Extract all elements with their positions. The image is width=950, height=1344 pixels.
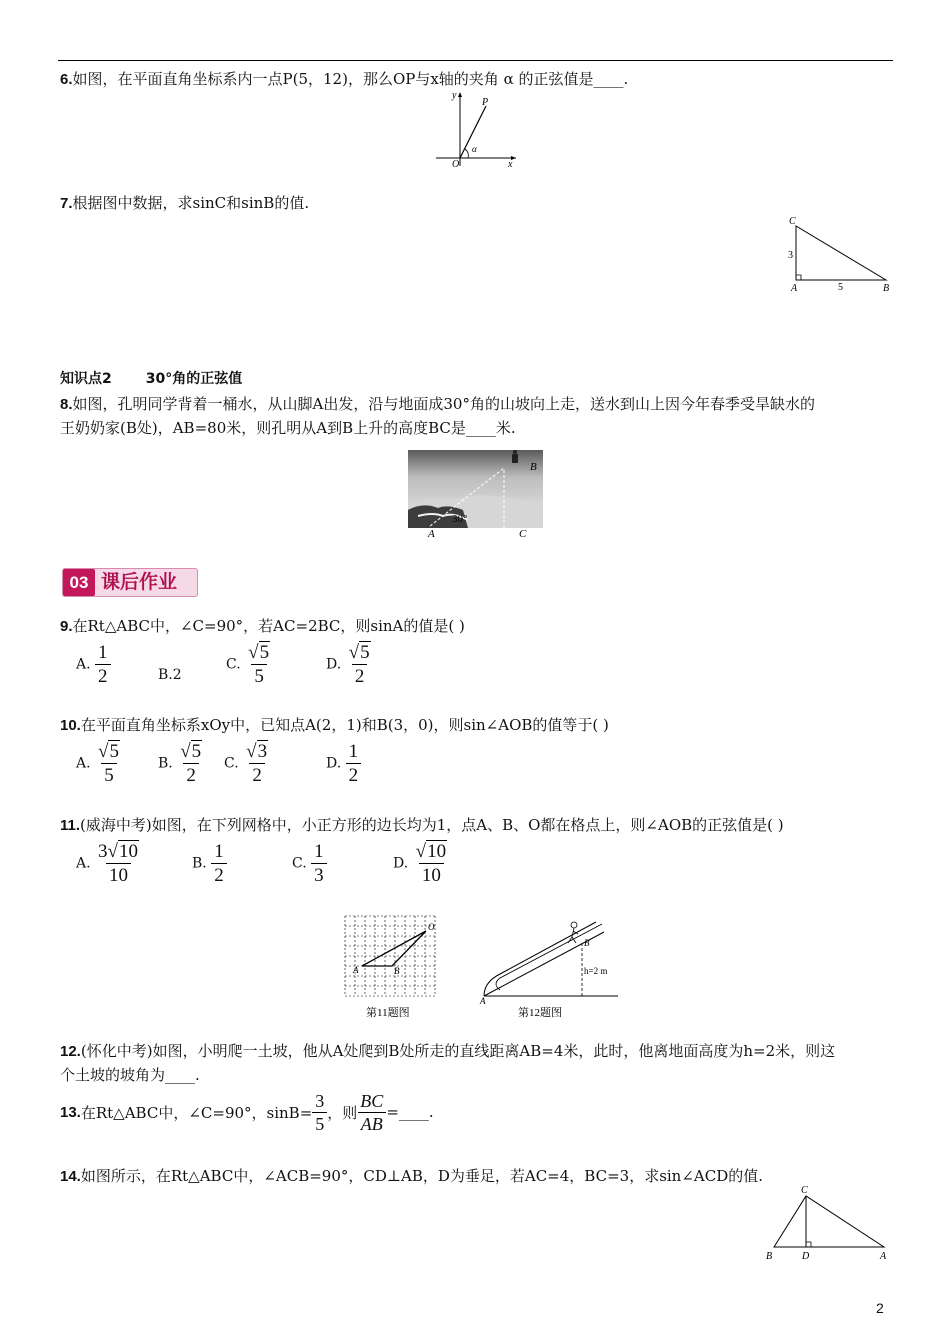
- kp-label: 知识点2: [60, 371, 112, 387]
- question-text: (威海中考)如图，在下列网格中，小正方形的边长均为1，点A、B、O都在格点上，则∠AOB的正弦值是( ): [80, 816, 784, 834]
- figure-q8-slope-photo: [408, 450, 543, 540]
- question-text: (怀化中考)如图，小明爬一土坡，他从A处爬到B处所走的直线距离AB=4米，此时，他离地面高度为h=2米，则这: [80, 1042, 836, 1060]
- figure-q12-slope: [478, 912, 628, 1024]
- q11-option-d[interactable]: D. $\frac{√10}{10}$: [393, 841, 447, 886]
- fig7-side-3: 3: [788, 250, 793, 261]
- question-text: 王奶奶家(B处)，AB=80米，则孔明从A到B上升的高度BC是____米.: [60, 419, 516, 437]
- question-12-line-1: [60, 1040, 835, 1061]
- fig14-label-d: D: [802, 1251, 810, 1262]
- question-number: 14.: [60, 1168, 81, 1185]
- question-12-line-2: [60, 1064, 200, 1085]
- fig6-label-p: P: [482, 97, 489, 108]
- question-text-pre: 在Rt△ABC中，∠C=90°，sinB=: [80, 1103, 313, 1122]
- q9-option-c[interactable]: C. $\frac{√5}{5}$: [226, 642, 270, 687]
- option-letter: A.: [76, 656, 91, 673]
- question-14: [60, 1165, 763, 1186]
- option-text: B.2: [158, 667, 182, 683]
- option-letter: D.: [326, 656, 342, 673]
- fig7-label-a: A: [791, 283, 798, 294]
- coefficient: 3: [98, 841, 108, 862]
- q11-option-c[interactable]: [292, 842, 327, 885]
- radicand: 5: [360, 642, 370, 663]
- kp-title: 30°角的正弦值: [145, 371, 243, 387]
- numerator: 1: [214, 841, 224, 862]
- section-number: 03: [63, 569, 95, 596]
- q10-option-c[interactable]: C. $\frac{√3}{2}$: [224, 741, 268, 786]
- radicand: 5: [259, 642, 270, 663]
- fig8-label-b: B: [530, 461, 537, 473]
- option-letter: C.: [292, 855, 307, 872]
- fig12-caption: 第12题图: [518, 1007, 562, 1019]
- q10-option-b[interactable]: B. $\frac{√5}{2}$: [158, 741, 202, 786]
- question-text: 如图，孔明同学背着一桶水，从山脚A出发，沿与地面成30°角的山坡向上走，送水到山上因今年春季受旱缺水的: [72, 395, 815, 413]
- question-7: [60, 192, 309, 213]
- fig11-label-o: O: [428, 922, 435, 932]
- page-number: 2: [876, 1300, 884, 1316]
- fig6-label-alpha: α: [472, 144, 477, 154]
- figure-q7-triangle: [785, 212, 895, 296]
- question-text: 根据图中数据，求sinC和sinB的值.: [72, 194, 310, 212]
- radicand: 5: [191, 741, 202, 762]
- fig8-label-a: A: [428, 528, 435, 540]
- q10-option-a[interactable]: A. $\frac{√5}{5}$: [76, 741, 119, 786]
- fig7-side-5: 5: [838, 282, 843, 293]
- fig6-label-o: O: [452, 159, 460, 168]
- fig8-angle-label: 30°: [452, 513, 468, 525]
- q9-option-a[interactable]: [76, 643, 111, 686]
- q10-option-d[interactable]: [326, 742, 361, 785]
- denominator: 2: [352, 664, 368, 686]
- option-letter: B.: [158, 755, 173, 772]
- option-letter: A.: [76, 755, 91, 772]
- fig14-label-b: B: [766, 1251, 773, 1262]
- question-text: 在Rt△ABC中，∠C=90°，若AC=2BC，则sinA的值是( ): [72, 617, 465, 635]
- question-10: [60, 714, 609, 735]
- question-number: 6.: [60, 71, 73, 88]
- question-number: 10.: [60, 717, 81, 734]
- fig11-label-a: A: [353, 965, 359, 975]
- figure-q14-triangle: [760, 1182, 895, 1266]
- section-badge-homework: [62, 568, 198, 597]
- question-8-line-1: [60, 393, 815, 414]
- numerator: 1: [314, 841, 324, 862]
- top-rule: [58, 60, 893, 61]
- question-text-post: =____.: [386, 1103, 434, 1121]
- question-number: 8.: [60, 396, 73, 413]
- fig12-label-b: B: [584, 938, 590, 948]
- question-13: [60, 1088, 434, 1136]
- q9-option-d[interactable]: D. $\frac{√5}{2}$: [326, 642, 370, 687]
- denominator: 2: [211, 863, 227, 885]
- radicand: 5: [109, 741, 119, 762]
- denominator: 10: [419, 863, 444, 885]
- fig11-caption: 第11题图: [366, 1007, 410, 1019]
- numerator: 3: [315, 1090, 325, 1111]
- fig12-label-h: h=2 m: [584, 966, 608, 976]
- denominator: 5: [312, 1112, 327, 1133]
- radicand: 3: [257, 741, 268, 762]
- question-number: 13.: [60, 1103, 81, 1121]
- question-number: 11.: [60, 817, 81, 834]
- fig7-label-c: C: [789, 216, 796, 227]
- denominator: 5: [101, 763, 117, 785]
- fig12-label-a: A: [480, 996, 486, 1006]
- denominator: 2: [346, 763, 362, 785]
- question-number: 9.: [60, 618, 73, 635]
- figure-q6-axes: [432, 88, 522, 168]
- fig14-label-a: A: [880, 1251, 887, 1262]
- fig7-label-b: B: [883, 283, 890, 294]
- question-8-line-2: [60, 417, 516, 438]
- fig14-label-c: C: [801, 1185, 808, 1196]
- denominator: 10: [106, 863, 131, 885]
- knowledge-point-2: [60, 368, 242, 388]
- radicand: 10: [118, 841, 138, 862]
- option-letter: C.: [224, 755, 239, 772]
- numerator: BC: [360, 1090, 384, 1111]
- fig11-label-b: B: [394, 966, 400, 976]
- question-6: [60, 68, 628, 89]
- fig8-label-c: C: [519, 528, 527, 540]
- question-11: [60, 814, 784, 835]
- denominator: 2: [183, 763, 199, 785]
- option-letter: D.: [393, 855, 409, 872]
- question-number: 7.: [60, 195, 73, 212]
- denominator: 2: [249, 763, 265, 785]
- fig6-label-x: x: [508, 159, 513, 168]
- section-title: 课后作业: [101, 571, 178, 593]
- numerator: 1: [348, 741, 359, 762]
- option-letter: D.: [326, 755, 342, 772]
- question-text: 如图，在平面直角坐标系内一点P(5，12)，那么OP与x轴的夹角 α 的正弦值是____.: [72, 70, 629, 88]
- denominator: 5: [251, 664, 267, 686]
- fig6-label-y: y: [452, 90, 457, 101]
- question-text-mid: ，则: [327, 1103, 358, 1122]
- question-9: [60, 615, 465, 636]
- option-letter: C.: [226, 656, 241, 673]
- denominator: AB: [358, 1112, 386, 1133]
- question-number: 12.: [60, 1043, 81, 1060]
- q11-option-b[interactable]: [192, 842, 227, 885]
- question-text: 在平面直角坐标系xOy中，已知点A(2，1)和B(3，0)，则sin∠AOB的值等于( ): [80, 716, 609, 734]
- denominator: 2: [95, 664, 111, 686]
- numerator: 1: [98, 642, 108, 663]
- question-text: 个土坡的坡角为____.: [60, 1066, 200, 1084]
- question-text: 如图所示，在Rt△ABC中，∠ACB=90°，CD⊥AB，D为垂足，若AC=4，BC=3，求sin∠ACD的值.: [80, 1167, 764, 1185]
- figure-q11-grid: [340, 912, 446, 1024]
- q11-option-a[interactable]: A. $\frac{3√10}{10}$: [76, 841, 138, 886]
- denominator: 3: [311, 863, 327, 885]
- option-letter: B.: [192, 855, 207, 872]
- radicand: 10: [427, 841, 447, 862]
- q9-option-b[interactable]: [158, 667, 182, 683]
- option-letter: A.: [76, 855, 91, 872]
